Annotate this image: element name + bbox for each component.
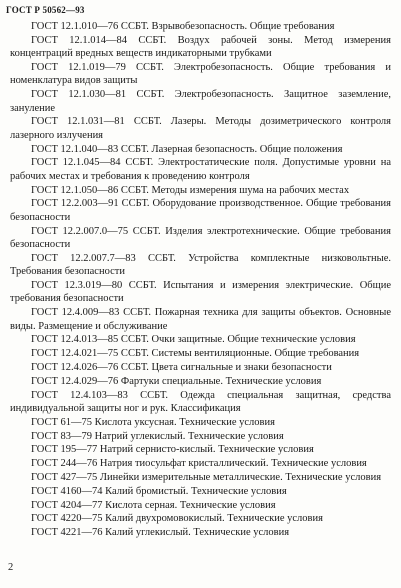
reference-entry: ГОСТ 12.2.007.0—75 ССБТ. Изделия электротехнические. Общие требования безопасности: [10, 225, 391, 251]
reference-entry: ГОСТ 61—75 Кислота уксусная. Технические условия: [31, 416, 275, 428]
reference-entry: ГОСТ 83—79 Натрий углекислый. Технические условия: [31, 430, 284, 442]
reference-entry: ГОСТ 12.1.050—86 ССБТ. Методы измерения шума на рабочих местах: [31, 184, 350, 196]
reference-entry: ГОСТ 244—76 Натрия тиосульфат кристаллический. Технические условия: [31, 458, 367, 470]
reference-entry: ГОСТ 4160—74 Калий бромистый. Технические условия: [31, 485, 287, 497]
reference-entry: ГОСТ 12.1.019—79 ССБТ. Электробезопасность. Общие требования и номенклатура видов защиты: [10, 62, 391, 87]
reference-entry: ГОСТ 12.4.029—76 Фартуки специальные. Технические условия: [31, 375, 322, 387]
reference-entry: ГОСТ 12.1.010—76 ССБТ. Взрывобезопасность. Общие требования: [31, 21, 335, 32]
reference-entry: ГОСТ 427—75 Линейки измерительные металлические. Технические условия: [31, 472, 382, 483]
reference-entry: ГОСТ 4221—76 Калий углекислый. Технические условия: [31, 527, 290, 539]
reference-entry: ГОСТ 4204—77 Кислота серная. Технические условия: [31, 499, 276, 511]
reference-entry: ГОСТ 12.1.040—83 ССБТ. Лазерная безопасность. Общие положения: [31, 143, 343, 155]
reference-entry: ГОСТ 12.1.014—84 ССБТ. Воздух рабочей зоны. Метод измерения концентраций вредных веществ индикаторными трубками: [10, 34, 391, 60]
reference-entry: ГОСТ 12.4.013—85 ССБТ. Очки защитные. Общие технические условия: [31, 334, 356, 346]
reference-entry: ГОСТ 12.4.026—76 ССБТ. Цвета сигнальные и знаки безопасности: [31, 362, 332, 374]
page-number: 2: [8, 562, 14, 573]
reference-entry: ГОСТ 12.4.021—75 ССБТ. Системы вентиляционные. Общие требования: [31, 348, 360, 360]
reference-entry: ГОСТ 12.4.103—83 ССБТ. Одежда специальная защитная, средства индивидуальной защиты ног и рук. Классификация: [10, 389, 391, 415]
reference-entry: ГОСТ 12.1.045—84 ССБТ. Электростатические поля. Допустимые уровни на рабочих местах и требования к проведению контроля: [10, 157, 391, 182]
reference-entry: ГОСТ 12.3.019—80 ССБТ. Испытания и измерения электрические. Общие требования безопасности: [10, 280, 391, 305]
reference-entry: ГОСТ 12.2.003—91 ССБТ. Оборудование производственное. Общие требования безопасности: [10, 198, 391, 223]
document-header: ГОСТ Р 50562—93: [6, 5, 85, 15]
reference-list: [10, 20, 391, 540]
reference-entry: ГОСТ 12.1.030—81 ССБТ. Электробезопасность. Защитное заземление, зануление: [10, 89, 391, 114]
reference-entry: ГОСТ 12.4.009—83 ССБТ. Пожарная техника для защиты объектов. Основные виды. Размещение и обслуживание: [10, 307, 391, 332]
reference-entry: ГОСТ 12.1.031—81 ССБТ. Лазеры. Методы дозиметрического контроля лазерного излучения: [10, 116, 391, 141]
reference-entry: ГОСТ 12.2.007.7—83 ССБТ. Устройства комплектные низковольтные. Требования безопасности: [10, 252, 391, 278]
reference-entry: ГОСТ 195—77 Натрий сернисто-кислый. Технические условия: [31, 444, 314, 456]
reference-entry: ГОСТ 4220—75 Калий двухромовокислый. Технические условия: [31, 513, 323, 525]
